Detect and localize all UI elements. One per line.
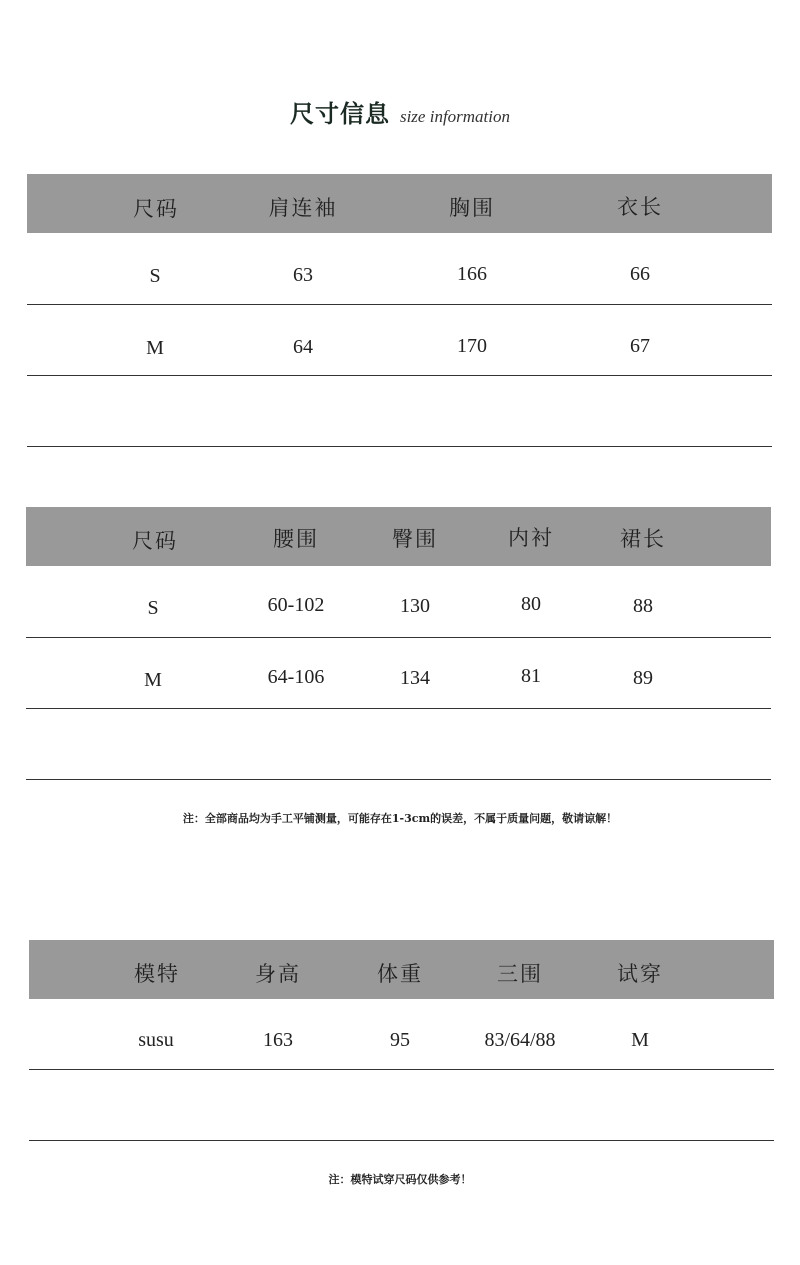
header-chest: 胸围 xyxy=(449,196,495,220)
size-table-bottom xyxy=(26,507,771,779)
cell-length: 66 xyxy=(630,263,650,285)
cell-skirt-length: 88 xyxy=(633,595,653,617)
cell-tried-size: M xyxy=(631,1029,649,1051)
table-row xyxy=(29,999,774,1070)
cell-size: S xyxy=(147,597,159,619)
title-english: size information xyxy=(399,107,511,126)
cell-chest: 166 xyxy=(457,263,487,285)
cell-chest: 170 xyxy=(457,335,487,357)
cell-lining: 81 xyxy=(521,665,541,687)
header-weight: 体重 xyxy=(377,962,423,986)
cell-hip: 130 xyxy=(400,595,430,617)
header-lining: 内衬 xyxy=(508,526,554,550)
table-header xyxy=(29,940,774,999)
cell-waist: 64-106 xyxy=(267,666,325,688)
table-row-empty xyxy=(26,709,771,780)
cell-length: 67 xyxy=(630,335,650,357)
cell-hip: 134 xyxy=(400,667,430,689)
cell-size: S xyxy=(149,265,161,287)
cell-lining: 80 xyxy=(521,593,541,615)
cell-measurements: 83/64/88 xyxy=(484,1029,556,1051)
model-table xyxy=(29,940,774,1141)
table-header xyxy=(26,507,771,566)
cell-size: M xyxy=(146,337,164,359)
cell-shoulder-sleeve: 64 xyxy=(293,336,313,358)
cell-shoulder-sleeve: 63 xyxy=(293,264,313,286)
header-height: 身高 xyxy=(255,962,301,986)
header-measurements: 三围 xyxy=(497,962,543,986)
title-chinese: 尺寸信息 xyxy=(289,99,390,128)
cell-height: 163 xyxy=(263,1029,293,1051)
page-title xyxy=(0,94,800,129)
table-row-empty xyxy=(27,376,772,447)
table-row xyxy=(26,566,771,638)
header-length: 衣长 xyxy=(617,195,663,219)
table-row xyxy=(27,305,772,376)
table-header xyxy=(27,174,772,233)
header-tried-size: 试穿 xyxy=(617,962,663,986)
table-row-empty xyxy=(29,1070,774,1141)
header-size: 尺码 xyxy=(132,529,178,553)
cell-weight: 95 xyxy=(390,1029,410,1051)
measurement-note: 注：全部商品均为手工平铺测量，可能存在1-3cm的误差，不属于质量问题，敬请谅解！ xyxy=(182,812,618,825)
cell-model: susu xyxy=(138,1029,174,1051)
cell-size: M xyxy=(144,669,162,691)
header-skirt-length: 裙长 xyxy=(620,527,666,551)
header-size: 尺码 xyxy=(133,197,179,221)
header-model: 模特 xyxy=(134,962,180,986)
header-waist: 腰围 xyxy=(273,527,319,551)
header-hip: 臀围 xyxy=(392,527,438,551)
cell-skirt-length: 89 xyxy=(633,667,653,689)
table-row xyxy=(27,233,772,305)
header-shoulder-sleeve: 肩连袖 xyxy=(268,196,338,220)
cell-waist: 60-102 xyxy=(267,594,325,616)
model-note: 注：模特试穿尺码仅供参考！ xyxy=(328,1173,472,1186)
size-table-top xyxy=(27,174,772,446)
table-row xyxy=(26,638,771,709)
